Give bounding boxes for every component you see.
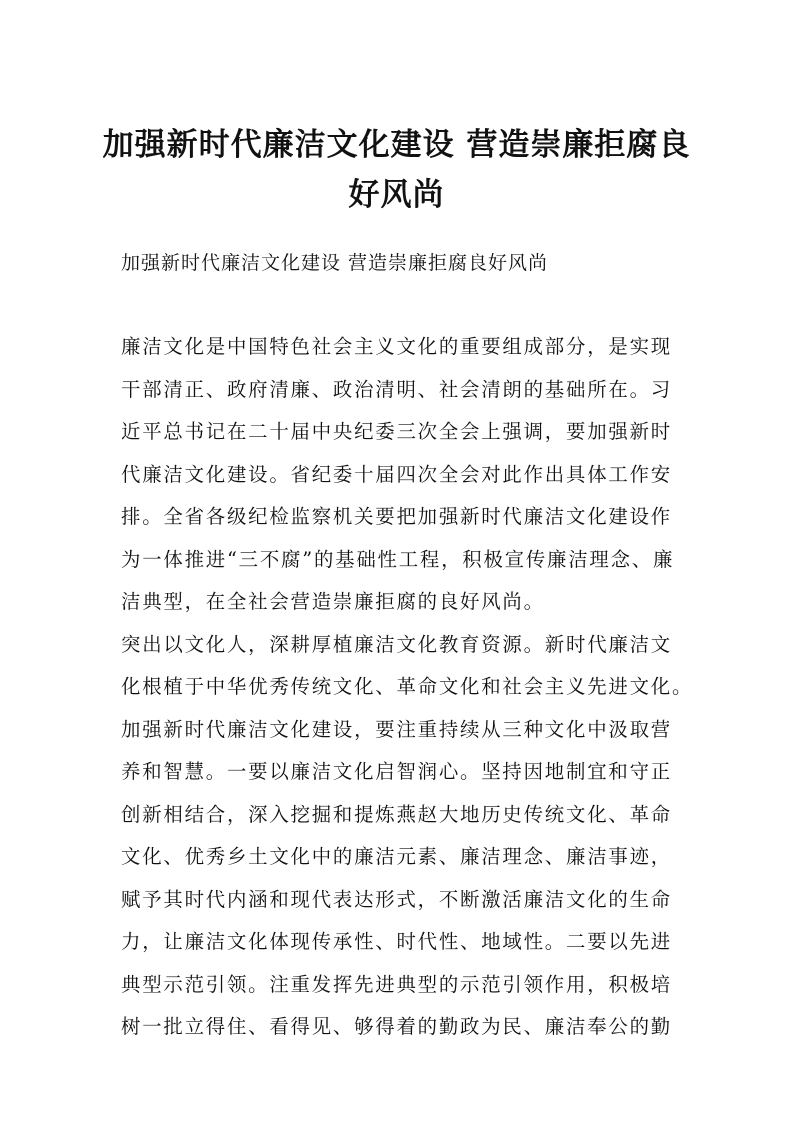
document-title: [100, 120, 693, 220]
body-line: 为一体推进“三不腐”的基础性工程，积极宣传廉洁理念、廉: [121, 547, 675, 571]
body-line: 创新相结合，深入挖掘和提炼燕赵大地历史传统文化、革命: [121, 802, 672, 826]
body-line: 化根植于中华优秀传统文化、革命文化和社会主义先进文化。: [121, 675, 694, 698]
body-line: 代廉洁文化建设。省纪委十届四次全会对此作出具体工作安: [121, 462, 672, 486]
body-line: 廉洁文化是中国特色社会主义文化的重要组成部分，是实现: [121, 335, 672, 358]
body-line: 干部清正、政府清廉、政治清明、社会清朗的基础所在。习: [121, 377, 672, 401]
body-line: 洁典型，在全社会营造崇廉拒腐的良好风尚。: [121, 590, 545, 613]
body-line: 近平总书记在二十届中央纪委三次全会上强调，要加强新时: [121, 420, 672, 443]
body-line: 加强新时代廉洁文化建设，要注重持续从三种文化中汲取营: [121, 717, 672, 741]
body-line: 文化、优秀乡土文化中的廉洁元素、廉洁理念、廉洁事迹，: [121, 845, 672, 868]
document-subtitle: 加强新时代廉洁文化建设 营造崇廉拒腐良好风尚: [121, 252, 549, 274]
body-line: 典型示范引领。注重发挥先进典型的示范引领作用，积极培: [121, 972, 672, 996]
body-line: 突出以文化人，深耕厚植廉洁文化教育资源。新时代廉洁文: [121, 632, 672, 656]
document-body: [121, 326, 694, 1049]
body-line: 养和智慧。一要以廉洁文化启智润心。坚持因地制宜和守正: [121, 760, 672, 783]
body-line: 排。全省各级纪检监察机关要把加强新时代廉洁文化建设作: [121, 505, 672, 528]
body-line: 赋予其时代内涵和现代表达形式，不断激活廉洁文化的生命: [121, 887, 672, 911]
title-line-1: 加强新时代廉洁文化建设 营造崇廉拒腐良: [102, 127, 691, 163]
body-line: 力，让廉洁文化体现传承性、时代性、地域性。二要以先进: [121, 930, 672, 953]
title-line-2: 好风尚: [348, 177, 445, 213]
body-line: 树一批立得住、看得见、够得着的勤政为民、廉洁奉公的勤: [121, 1015, 672, 1038]
